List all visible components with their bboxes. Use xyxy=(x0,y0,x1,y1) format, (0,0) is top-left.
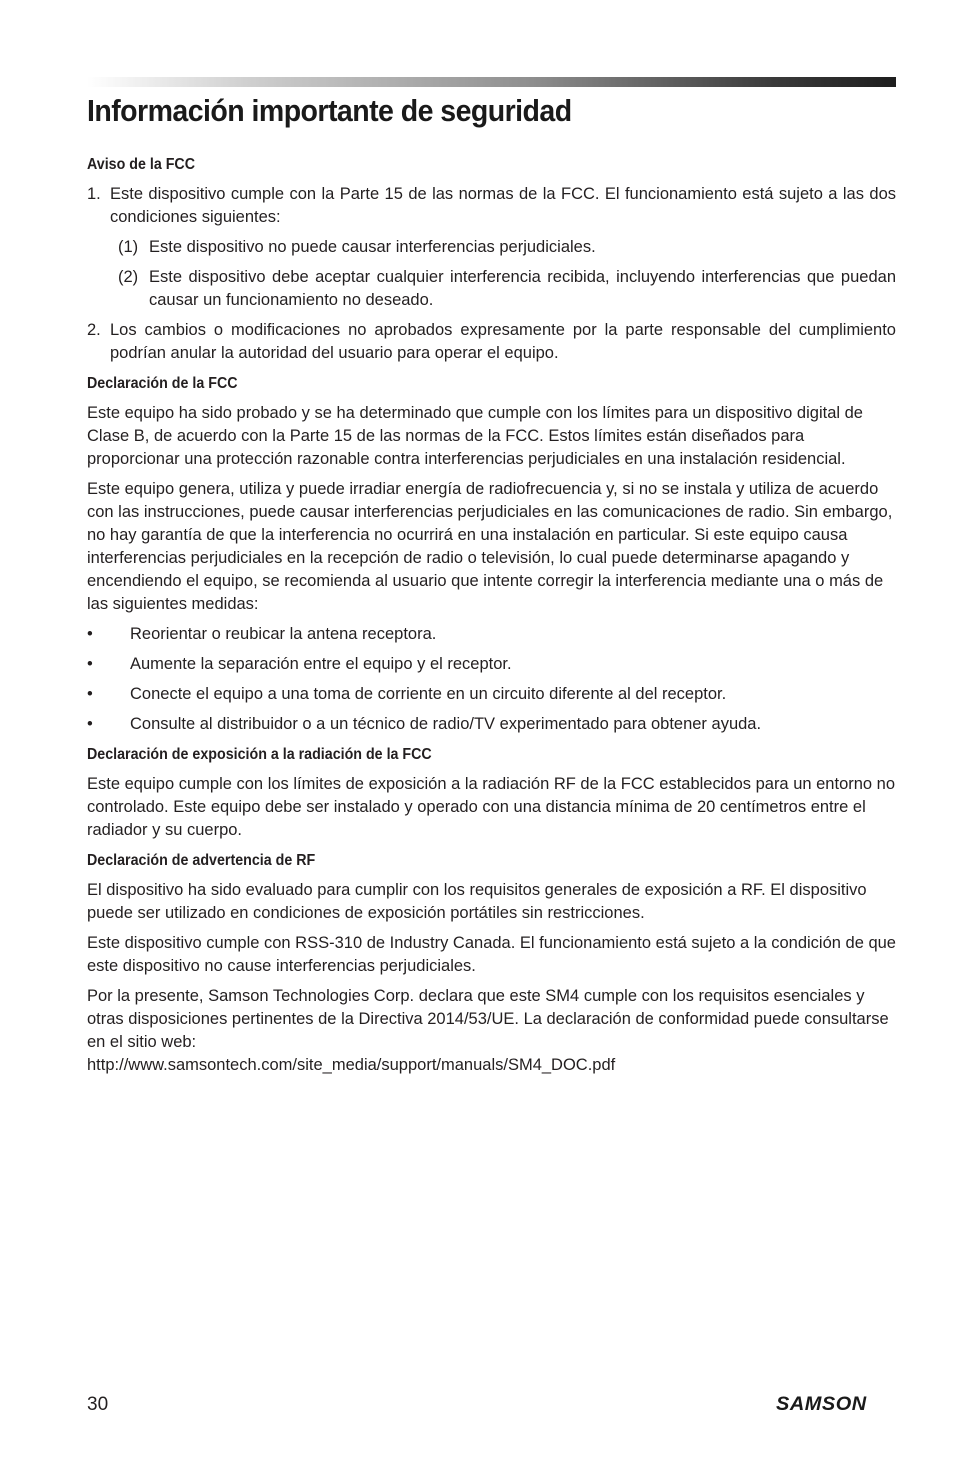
numbered-item-2 xyxy=(87,319,896,365)
sub-item-text: Este dispositivo no puede causar interferencias perjudiciales. xyxy=(149,238,596,256)
header-rule xyxy=(87,77,896,87)
paragraph: Este dispositivo cumple con RSS-310 de Industry Canada. El funcionamiento está sujeto a la condición de que este dispositivo no cause interferencias perjudiciales. xyxy=(87,934,896,975)
sub-item-text: Este dispositivo debe aceptar cualquier interferencia recibida, incluyendo interferencias que puedan causar un funcionamiento no deseado. xyxy=(149,268,896,309)
item-text: Este dispositivo cumple con la Parte 15 de las normas de la FCC. El funcionamiento está sujeto a las dos condiciones siguientes: xyxy=(110,185,896,226)
item-text: Los cambios o modificaciones no aprobados expresamente por la parte responsable del cumplimiento podrían anular la autoridad del usuario para operar el equipo. xyxy=(110,321,896,362)
bullet-item xyxy=(87,683,896,706)
section-heading-fcc-declaration: Declaración de la FCC xyxy=(87,375,238,392)
doc-url: http://www.samsontech.com/site_media/support/manuals/SM4_DOC.pdf xyxy=(87,1056,616,1074)
item-number: 2. xyxy=(87,321,101,339)
sub-item-number: (2) xyxy=(118,268,139,286)
paragraph: Este equipo ha sido probado y se ha determinado que cumple con los límites para un dispositivo digital de Clase B, de acuerdo con la Parte 15 de las normas de la FCC. Estos límites están diseñados para proporcionar una protección razonable contra interferencias perjudiciales en una instalación residencial. xyxy=(87,404,863,468)
bullet-icon: • xyxy=(87,685,93,703)
section-heading-rf-warning: Declaración de advertencia de RF xyxy=(87,852,316,869)
section-heading-radiation: Declaración de exposición a la radiación de la FCC xyxy=(87,746,432,763)
section-heading-fcc-notice: Aviso de la FCC xyxy=(87,156,196,173)
bullet-icon: • xyxy=(87,715,93,733)
bullet-text: Conecte el equipo a una toma de corriente en un circuito diferente al del receptor. xyxy=(130,685,727,703)
page-body xyxy=(87,153,896,1077)
paragraph: Este equipo genera, utiliza y puede irradiar energía de radiofrecuencia y, si no se instala y utiliza de acuerdo con las instrucciones, puede causar interferencias perjudiciales en las comunicaciones de radio. Sin embargo, no hay garantía de que la interferencia no ocurrirá en una instalación en particular. Si este equipo causa interferencias perjudiciales en la recepción de radio o televisión, lo cual puede determinarse apagando y encendiendo el equipo, se recomienda al usuario que intente corregir la interferencia mediante una o más de las siguientes medidas: xyxy=(87,480,893,613)
page-title: Información importante de seguridad xyxy=(87,93,572,128)
sub-item-number: (1) xyxy=(118,238,139,256)
paragraph-text: Por la presente, Samson Technologies Corp. declara que este SM4 cumple con los requisitos esenciales y otras disposiciones pertinentes de la Directiva 2014/53/UE. La declaración de conformidad puede consultarse en el sitio web: xyxy=(87,987,889,1051)
numbered-item-1 xyxy=(87,183,896,229)
item-number: 1. xyxy=(87,185,101,203)
bullet-item xyxy=(87,713,896,736)
bullet-item xyxy=(87,653,896,676)
paragraph xyxy=(87,985,896,1077)
bullet-icon: • xyxy=(87,625,93,643)
bullet-icon: • xyxy=(87,655,93,673)
bullet-text: Aumente la separación entre el equipo y el receptor. xyxy=(130,655,512,673)
bullet-item xyxy=(87,623,896,646)
bullet-text: Reorientar o reubicar la antena receptora. xyxy=(130,625,437,643)
samson-logo: SAMSON xyxy=(776,1394,867,1415)
paragraph: Este equipo cumple con los límites de exposición a la radiación RF de la FCC establecidos para un entorno no controlado. Este equipo debe ser instalado y operado con una distancia mínima de 20 centímetros entre el radiador y su cuerpo. xyxy=(87,775,896,839)
bullet-text: Consulte al distribuidor o a un técnico de radio/TV experimentado para obtener ayuda. xyxy=(130,715,762,733)
sub-item-1 xyxy=(87,236,896,259)
page-number: 30 xyxy=(87,1394,109,1415)
paragraph: El dispositivo ha sido evaluado para cumplir con los requisitos generales de exposición a RF. El dispositivo puede ser utilizado en condiciones de exposición portátiles sin restricciones. xyxy=(87,881,867,922)
sub-item-2 xyxy=(87,266,896,312)
